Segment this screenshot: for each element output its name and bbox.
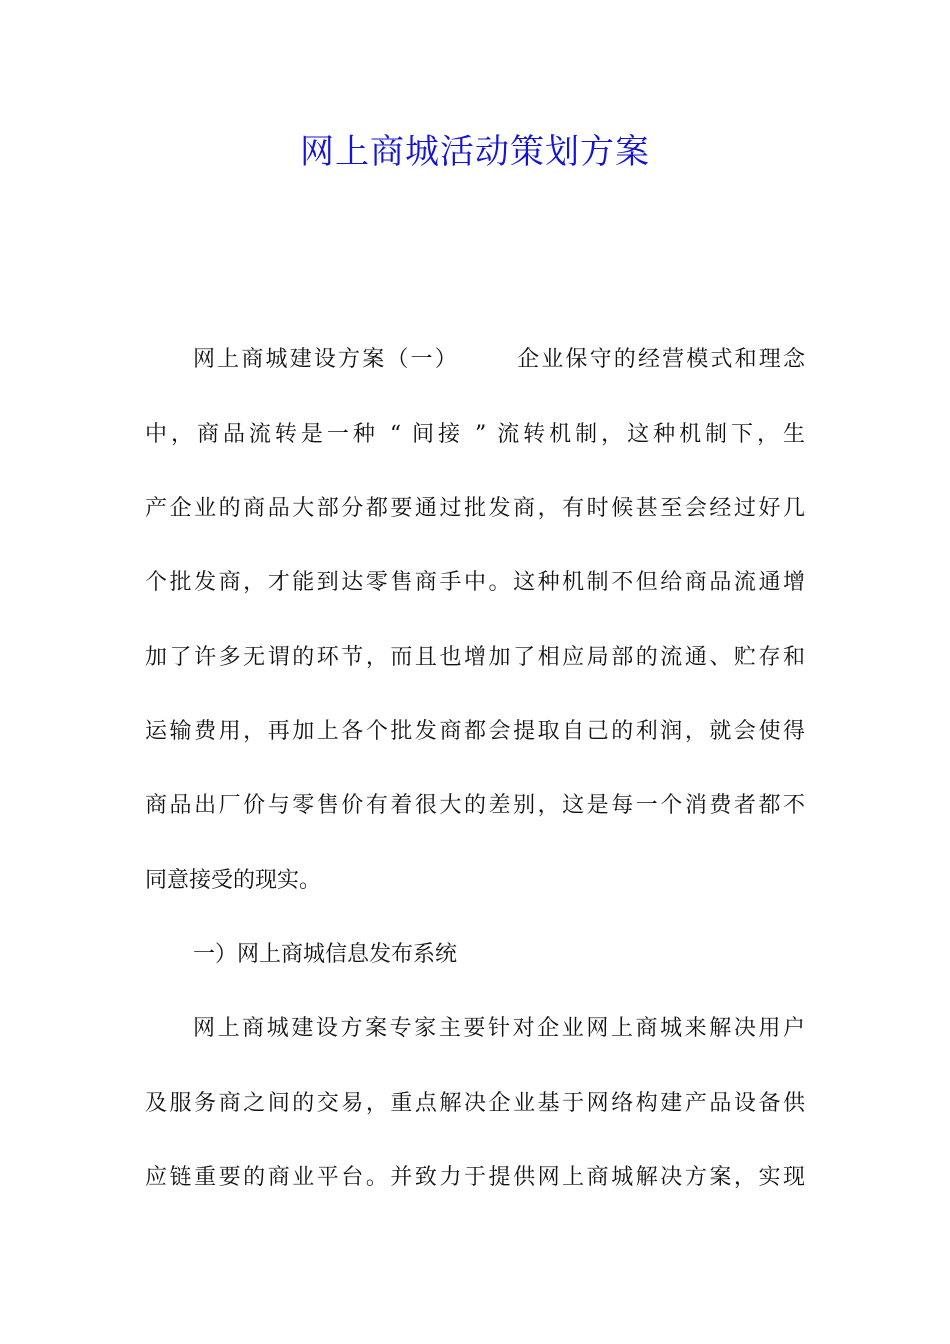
section-heading: 一）网上商城信息发布系统 xyxy=(193,942,458,967)
paragraph-1-lead-rest: 企业保守的经营模式和理念 xyxy=(514,347,805,372)
paragraph-1-line: 个批发商，才能到达零售商手中。这种机制不但给商品流通增 xyxy=(145,570,805,595)
document-title: 网上商城活动策划方案 xyxy=(300,132,650,172)
paragraph-1-line: 中，商品流转是一种 “ 间接 ” 流转机制，这种机制下，生 xyxy=(145,422,805,447)
paragraph-1-line: 运输费用，再加上各个批发商都会提取自己的利润，就会使得 xyxy=(145,719,805,744)
paragraph-1-first-line xyxy=(193,345,805,375)
paragraph-2-line: 应链重要的商业平台。并致力于提供网上商城解决方案，实现 xyxy=(145,1165,805,1190)
paragraph-1-line: 商品出厂价与零售价有着很大的差别，这是每一个消费者都不 xyxy=(145,793,805,818)
paragraph-1-line: 加了许多无谓的环节，而且也增加了相应局部的流通、贮存和 xyxy=(145,645,805,670)
paragraph-2-first-line: 网上商城建设方案专家主要针对企业网上商城来解决用户 xyxy=(193,1016,805,1041)
paragraph-2-line: 及服务商之间的交易，重点解决企业基于网络构建产品设备供 xyxy=(145,1091,805,1116)
paragraph-1-line: 产企业的商品大部分都要通过批发商，有时候甚至会经过好几 xyxy=(145,496,805,521)
paragraph-1-line: 同意接受的现实。 xyxy=(145,868,322,893)
paragraph-1-lead: 网上商城建设方案（一） xyxy=(193,347,459,372)
